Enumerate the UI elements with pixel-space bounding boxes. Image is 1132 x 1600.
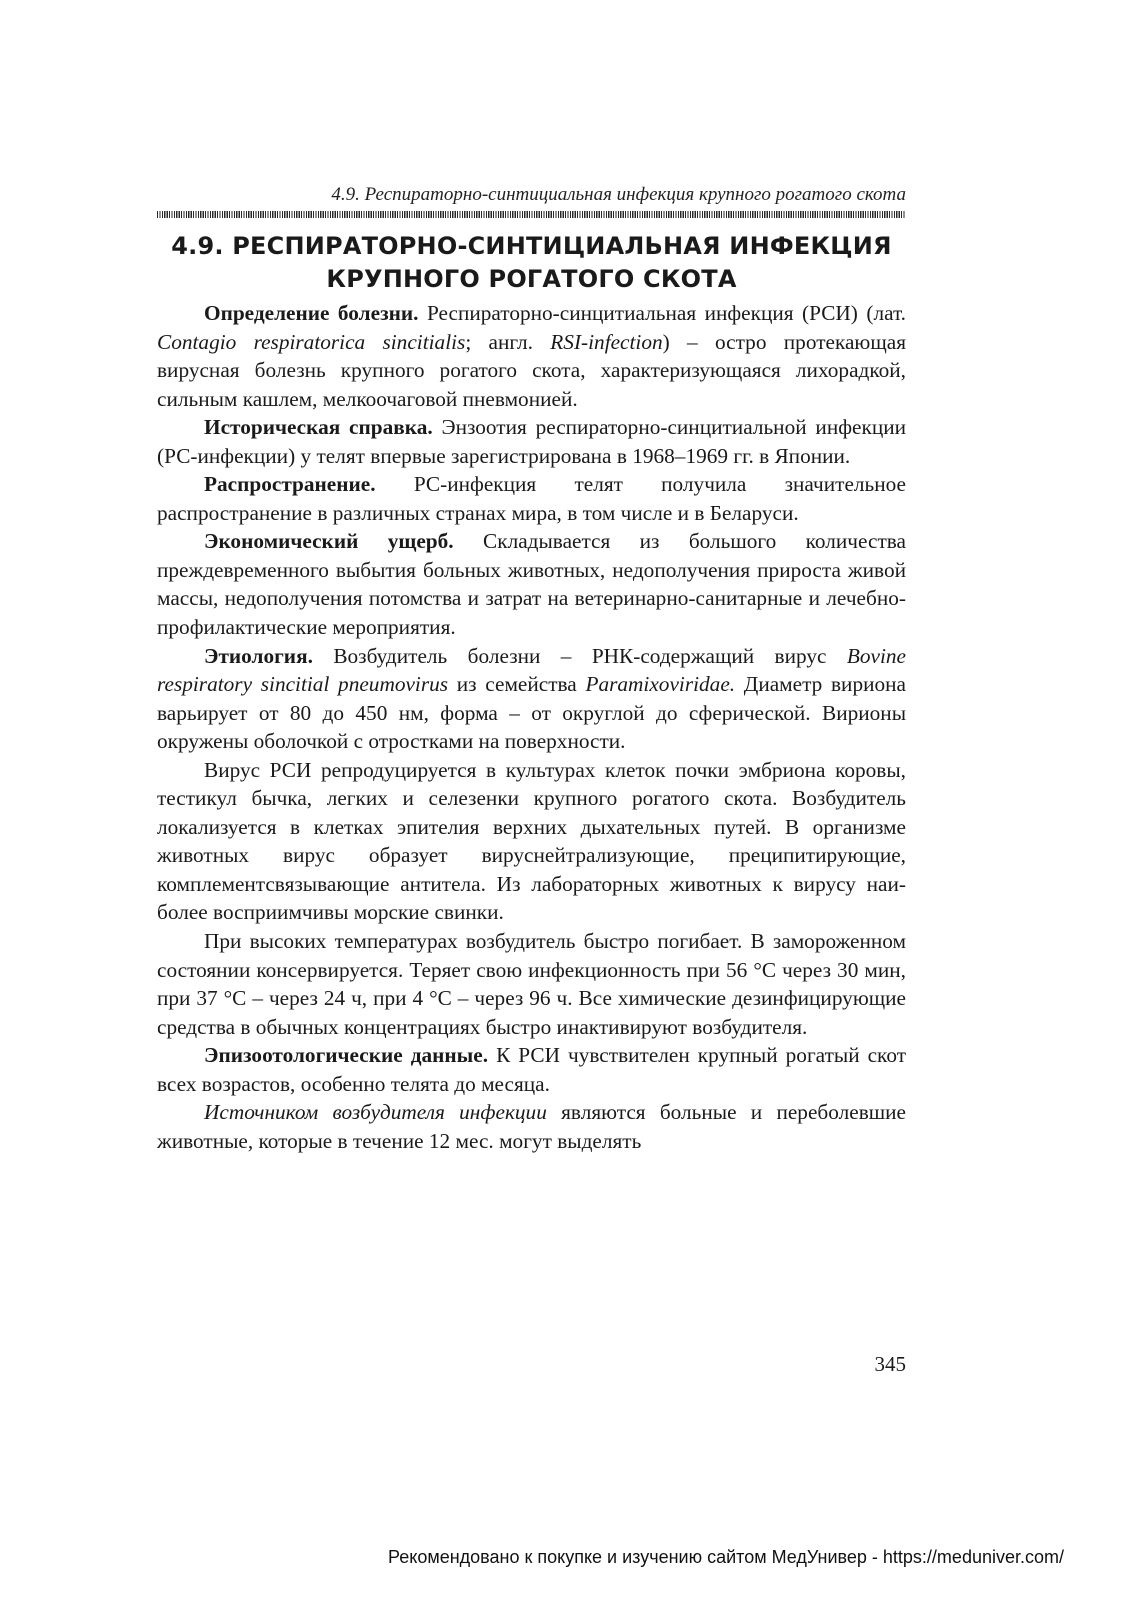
definition-text-part: Респираторно-синцитиальная инфекция (РСИ) (лат. [418,301,907,325]
header-rule [157,211,906,218]
etiology-text-part: из семейства [448,672,586,697]
page-number: 345 [874,1352,906,1376]
spread-heading: Распространение. [204,472,376,497]
body-text [157,299,906,1155]
chapter-title-line-2: КРУПНОГО РОГАТОГО СКОТА [326,265,737,293]
paragraph-history [157,413,906,470]
definition-text-part: ; англ. [465,329,551,354]
chapter-title-line-1: 4.9. РЕСПИРАТОРНО-СИНТИЦИАЛЬНАЯ ИНФЕКЦИЯ [171,232,892,260]
paragraph-definition [157,299,906,413]
source-italic-lead: Источником возбудителя инфекции [204,1100,547,1125]
chapter-title [157,230,906,296]
paragraph-damage [157,527,906,641]
etiology-text-part: Диаметр вириона варьирует от 80 до 450 нм, форма – от округлой до сферической. Вирионы окружены оболочкой с отростками на поверхности. [157,672,906,754]
definition-heading: Определение болезни. [204,301,419,325]
spread-text: РС-инфекция телят получила значительное распространение в различных странах мира, в том числе и в Беларуси. [157,472,906,525]
etiology-heading: Этиология. [204,643,313,668]
definition-text-part: ) – остро протекающая вирусная болезнь крупного рогатого скота, характеризующаяся лихорадкой, сильным кашлем, мелкоочаговой пневмонией. [157,329,906,411]
damage-text: Складывается из большого количества преждевременного выбытия больных животных, недополучения прироста живой массы, недополучения потомства и затрат на ветеринарно-санитарные и лечебно-профилактические мероприятия. [157,529,906,640]
running-head: 4.9. Респираторно-синтициальная инфекция крупного рогатого скота [331,184,906,205]
history-text: Энзоотия респираторно-синцитиальной инфекции (РС-инфекции) у телят впервые зарегистрирована в 1968–1969 гг. в Японии. [157,415,907,468]
etiology-family-name: Paramixoviridae. [585,672,736,697]
paragraph-epizootology [157,1041,906,1098]
paragraph-spread [157,470,906,527]
etiology-virus-name: Bovine respiratory sincitial pneumovirus [157,643,906,697]
damage-heading: Экономический ущерб. [204,529,454,554]
paragraph-source [157,1098,906,1155]
paragraph-resistance: При высоких температурах возбудитель быстро погибает. В замороженном состоянии консервируется. Теряет свою инфекционность при 56 °С через 30 мин, при 37 °С – через 24 ч, при 4 °С – через 96 ч. Все химические дезинфицирующие средства в обычных концентрациях быстро инактивируют возбудителя. [157,929,906,1039]
history-heading: Историческая справка. [204,415,433,440]
paragraph-etiology [157,642,906,756]
etiology-text-part: Возбудитель болезни – РНК-содержащий вирус [312,643,847,668]
epizootology-text: К РСИ чувствителен крупный рогатый скот всех возрастов, особенно телята до месяца. [157,1043,906,1096]
definition-latin-term: Contagio respiratorica sincitialis [157,329,466,354]
footer-watermark: Рекомендовано к покупке и изучению сайтом МедУнивер - https://meduniver.com/ [388,1547,1064,1567]
paragraph-culture: Вирус РСИ репродуцируется в культурах клеток почки эмбриона коровы, тестикул бычка, легких и селезенки крупного рогатого скота. Возбудитель локализуется в клетках эпителия верхних дыхательных путей. В организме животных вирус образует вируснейтрализующие, преципитирующие, комплементсвязывающие антитела. Из лабораторных животных к вирусу наиболее восприимчивы морские свинки. [157,757,906,925]
source-text: являются больные и переболевшие животные, которые в течение 12 мес. могут выделять [157,1100,906,1153]
epizootology-heading: Эпизоотологические данные. [204,1043,489,1068]
definition-english-term: RSI-infection [550,329,663,354]
